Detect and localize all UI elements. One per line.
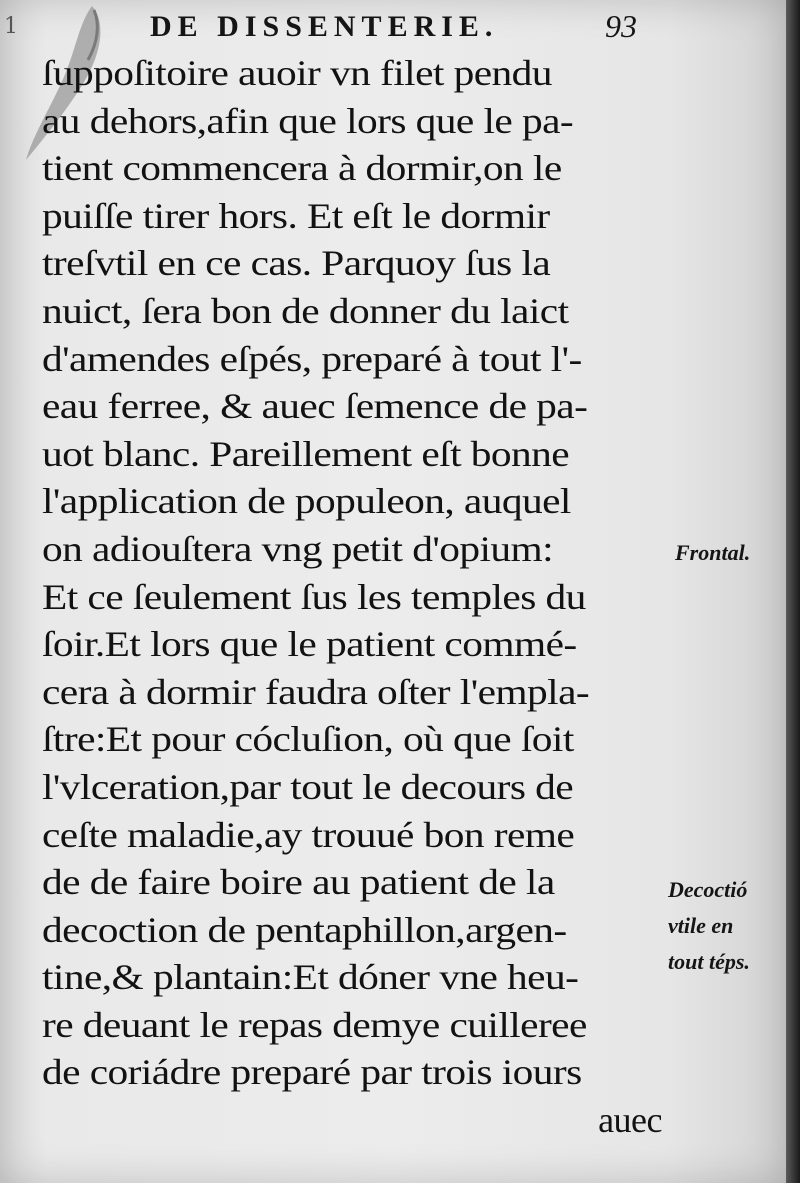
text-line: cera à dormir faudra oſter l'empla- [42, 671, 590, 712]
text-line: tient commencera à dormir,on le [42, 148, 562, 189]
text-line: uot blanc. Pareillement eſt bonne [42, 433, 570, 474]
text-line: ceſte maladie,ay trouué bon reme [42, 814, 575, 855]
text-line: ſoir.Et lors que le patient commé- [42, 624, 577, 665]
margin-note-line: vtile en [668, 913, 734, 938]
text-line: d'amendes eſpés, preparé à tout l'- [42, 338, 582, 379]
text-line: ſuppoſitoire auoir vn filet pendu [42, 53, 552, 93]
text-line: treſvtil en ce cas. Parquoy ſus la [42, 243, 551, 284]
book-spine-shadow [786, 0, 800, 1183]
text-line: l'vlceration,par tout le decours de [42, 766, 574, 807]
text-line: de coriádre preparé par trois iours [42, 1052, 582, 1093]
page-number: 93 [605, 8, 637, 44]
text-line: decoction de pentaphillon,argen- [42, 909, 567, 950]
text-line: Et ce ſeulement ſus les temples du [42, 576, 586, 617]
body-text [42, 50, 662, 1145]
text-line: l'application de populeon, auquel [42, 481, 571, 522]
text-line: eau ferree, & auec ſemence de pa- [42, 386, 588, 427]
text-line: nuict, ſera bon de donner du laict [42, 290, 569, 331]
text-line: au dehors,afin que lors que le pa- [42, 100, 574, 141]
running-head [150, 10, 650, 46]
catchword: auec [598, 1100, 662, 1141]
text-line: on adiouſtera vng petit d'opium: [42, 528, 554, 569]
left-margin-mark: 1 [4, 14, 18, 39]
text-line: ſtre:Et pour cócluſion, où que ſoit [42, 719, 574, 760]
margin-note-decoction [668, 872, 750, 980]
margin-note-line: Decoctió [668, 877, 748, 902]
text-line: de de faire boire au patient de la [42, 862, 555, 903]
running-head-title: DE DISSENTERIE. [150, 10, 499, 43]
margin-note-frontal: Frontal. [675, 540, 751, 565]
margin-note-line: tout téps. [668, 949, 750, 974]
text-line: re deuant le repas demye cuilleree [42, 1004, 587, 1045]
text-line: puiſſe tirer hors. Et eſt le dormir [42, 195, 550, 236]
text-line: tine,& plantain:Et dóner vne heu- [42, 957, 579, 998]
